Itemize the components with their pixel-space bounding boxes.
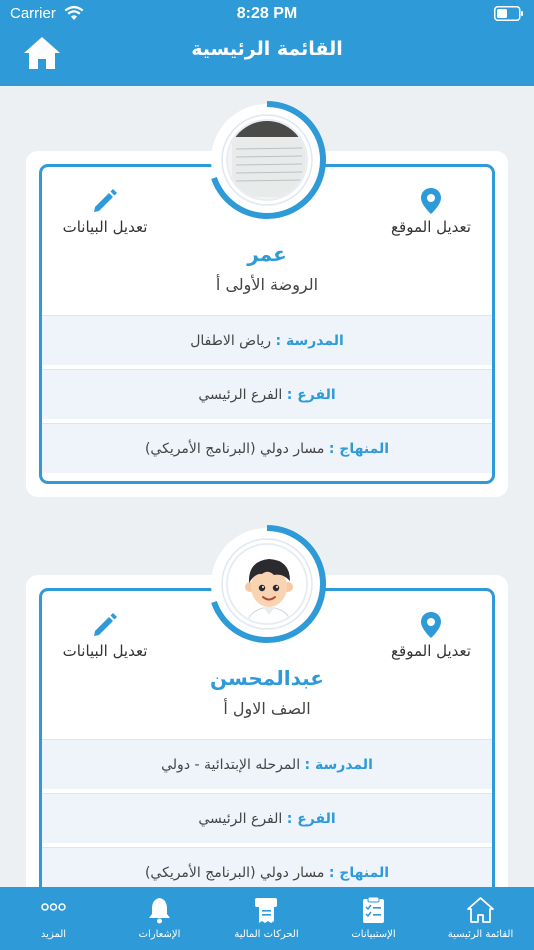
school-label: المدرسة : xyxy=(275,333,344,349)
receipt-icon xyxy=(213,895,320,925)
branch-row xyxy=(42,369,492,419)
curriculum-value: مسار دولي (البرنامج الأمريكي) xyxy=(144,441,325,457)
tab-notifications-label: الإشعارات xyxy=(138,929,181,940)
edit-location-button[interactable] xyxy=(382,187,480,236)
edit-location-label: تعديل الموقع xyxy=(391,218,471,236)
edit-location-label: تعديل الموقع xyxy=(391,642,471,660)
tab-home[interactable] xyxy=(427,887,534,950)
tab-bar xyxy=(0,887,534,950)
home-icon xyxy=(427,895,534,925)
tab-notifications[interactable] xyxy=(106,887,213,950)
student-list[interactable] xyxy=(0,86,534,887)
location-pin-icon xyxy=(420,187,442,215)
tab-more-label: المزيد xyxy=(40,929,67,940)
tab-more[interactable] xyxy=(0,887,107,950)
edit-data-label: تعديل البيانات xyxy=(62,218,148,236)
curriculum-value: مسار دولي (البرنامج الأمريكي) xyxy=(144,865,325,881)
location-pin-icon xyxy=(420,611,442,639)
edit-location-button[interactable] xyxy=(382,611,480,660)
student-avatar[interactable] xyxy=(205,98,329,222)
student-name: عمر xyxy=(247,242,287,266)
edit-data-button[interactable] xyxy=(50,611,160,660)
curriculum-row xyxy=(42,847,492,887)
bell-icon xyxy=(106,895,213,925)
status-bar xyxy=(0,0,534,28)
carrier-label: Carrier xyxy=(10,5,56,22)
page-title: القائمة الرئيسية xyxy=(191,38,343,60)
curriculum-label: المنهاج : xyxy=(328,441,390,457)
branch-value: الفرع الرئيسي xyxy=(198,811,283,827)
edit-data-label: تعديل البيانات xyxy=(62,642,148,660)
survey-icon xyxy=(320,895,427,925)
pencil-icon xyxy=(91,611,119,639)
student-name: عبدالمحسن xyxy=(210,666,324,690)
curriculum-label: المنهاج : xyxy=(328,865,390,881)
tab-transactions-label: الحركات المالية xyxy=(234,929,299,940)
branch-row xyxy=(42,793,492,843)
branch-value: الفرع الرئيسي xyxy=(198,387,283,403)
school-value: المرحله الإبتدائية - دولي xyxy=(161,757,301,773)
avatar-photo xyxy=(226,543,308,625)
app-header xyxy=(0,28,534,86)
school-row xyxy=(42,315,492,365)
avatar-photo xyxy=(226,119,308,201)
tab-home-label: القائمة الرئيسية xyxy=(447,929,514,940)
edit-data-button[interactable] xyxy=(50,187,160,236)
student-avatar[interactable] xyxy=(205,522,329,646)
battery-icon xyxy=(494,6,524,25)
clock: 8:28 PM xyxy=(236,5,298,22)
school-value: رياض الاطفال xyxy=(190,333,272,349)
tab-transactions[interactable] xyxy=(213,887,320,950)
branch-label: الفرع : xyxy=(286,811,336,827)
student-class: الروضة الأولى أ xyxy=(215,275,319,294)
branch-label: الفرع : xyxy=(286,387,336,403)
tab-surveys[interactable] xyxy=(320,887,427,950)
tab-surveys-label: الإستبيانات xyxy=(351,929,396,940)
school-label: المدرسة : xyxy=(304,757,373,773)
school-row xyxy=(42,739,492,789)
curriculum-row xyxy=(42,423,492,473)
more-icon xyxy=(0,895,107,925)
pencil-icon xyxy=(91,187,119,215)
student-class: الصف الاول أ xyxy=(223,699,311,718)
